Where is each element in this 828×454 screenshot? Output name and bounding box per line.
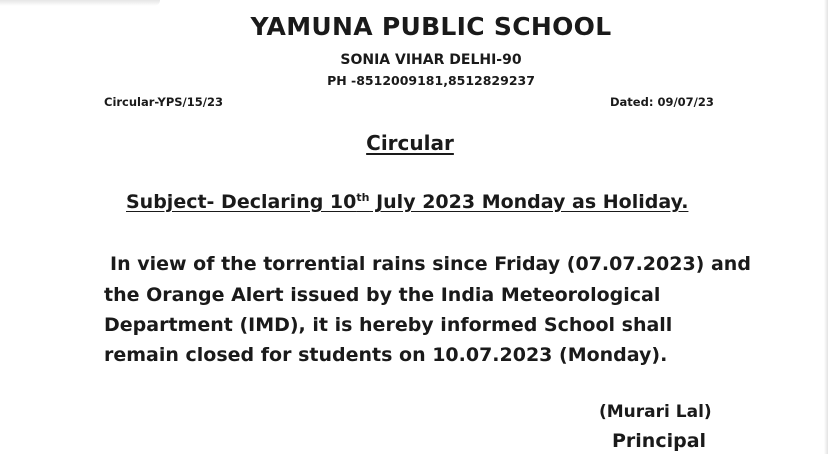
signatory-name: (Murari Lal) — [599, 402, 712, 422]
subject-prefix: Subject- Declaring 10 — [126, 191, 357, 213]
body-line: remain closed for students on 10.07.2023 (Monday). — [104, 344, 668, 366]
circular-heading: Circular — [366, 131, 454, 155]
school-phone: PH -8512009181,8512829237 — [327, 73, 535, 88]
subject-superscript: th — [356, 191, 370, 204]
subject-suffix: July 2023 Monday as Holiday. — [369, 191, 689, 213]
body-line: In view of the torrential rains since Friday (07.07.2023) and — [110, 253, 751, 275]
circular-date: Dated: 09/07/23 — [610, 95, 714, 109]
body-line: Department (IMD), it is hereby informed School shall — [104, 314, 673, 336]
circular-subject — [126, 191, 688, 213]
school-name: YAMUNA PUBLIC SCHOOL — [250, 12, 612, 41]
page-edge-shadow — [824, 0, 828, 454]
school-address: SONIA VIHAR DELHI-90 — [340, 52, 522, 68]
page-corner-shadow — [0, 0, 160, 6]
circular-reference: Circular-YPS/15/23 — [104, 95, 223, 109]
body-line: the Orange Alert issued by the India Meteorological — [104, 284, 661, 306]
signatory-designation: Principal — [612, 430, 707, 452]
